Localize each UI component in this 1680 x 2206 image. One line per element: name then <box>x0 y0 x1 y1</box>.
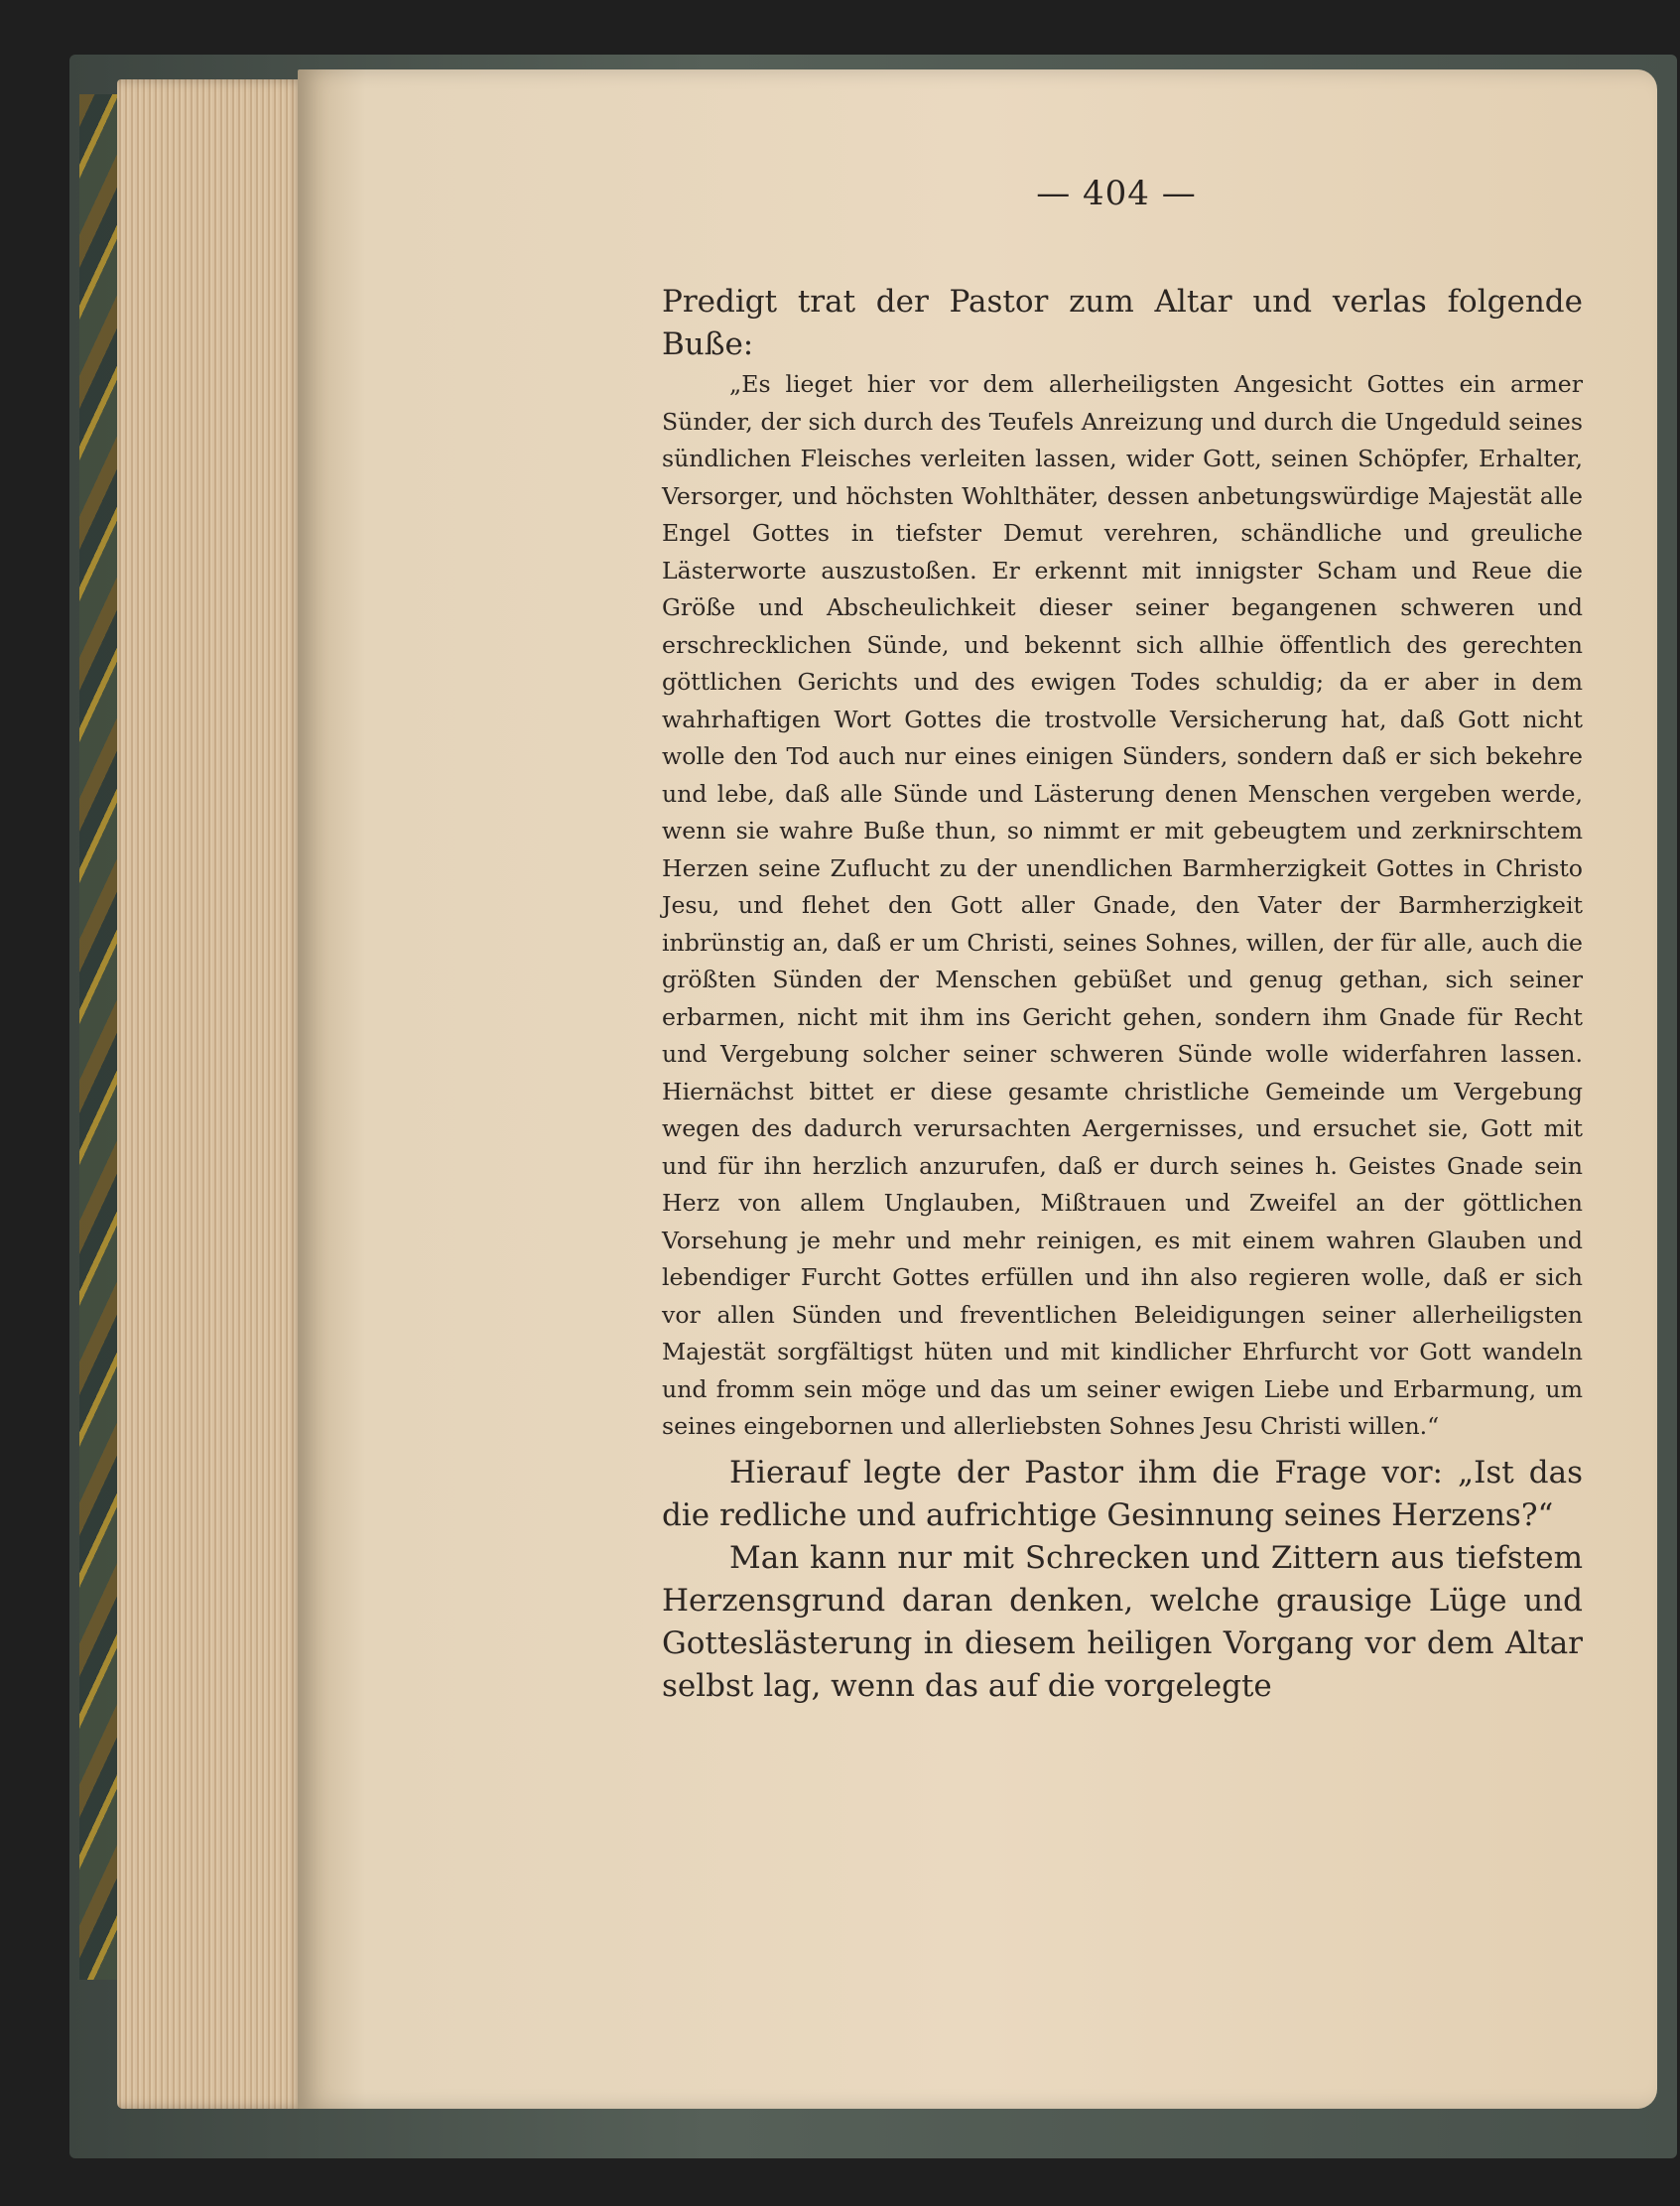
paragraph-closing: Man kann nur mit Schrecken und Zittern aus tiefstem Herzensgrund daran denken, welche grausige Lüge und Gotteslästerung in diesem heiligen Vorgang vor dem Altar selbst lag, wenn das auf die vorgelegte <box>662 1539 1583 1704</box>
page-number: — 404 — <box>1036 174 1197 213</box>
paragraph-penance-text: „Es lieget hier vor dem allerheiligsten Angesicht Gottes ein armer Sünder, der sich durch des Teufels Anreizung und durch die Ungeduld seines sündlichen Fleisches verleiten lassen, wider Gott, seinen Schöpfer, Erhalter, Versorger, und höchsten Wohlthäter, dessen anbetungswürdige Majestät alle Engel Gottes in tiefster Demut verehren, schändliche und greuliche Lästerworte auszustoßen. Er erkennt mit innigster Scham und Reue die Größe und Abscheulichkeit dieser seiner begangenen schweren und erschrecklichen Sünde, und bekennt sich allhie öffentlich des gerechten göttlichen Gerichts und des ewigen Todes schuldig; da er aber in dem wahrhaftigen Wort Gottes die trostvolle Versicherung hat, daß Gott nicht wolle den Tod auch nur eines einigen Sünders, sondern daß er sich bekehre und lebe, daß alle Sünde und Lästerung denen Menschen vergeben werde, wenn sie wahre Buße thun, so nimmt er mit gebeugtem und zerknirschtem Herzen seine Zuflucht zu der unendlichen Barmherzigkeit Gottes in Christo Jesu, und flehet den Gott aller Gnade, den Vater der Barmherzigkeit inbrünstig an, daß er um Christi, seines Sohnes, willen, der für alle, auch die größten Sünden der Menschen gebüßet und genug gethan, sich seiner erbarmen, nicht mit ihm ins Gericht gehen, sondern ihm Gnade für Recht und Vergebung solcher seiner schweren Sünde wolle widerfahren lassen. Hiernächst bittet er diese gesamte christliche Gemeinde um Vergebung wegen des dadurch verursachten Aergernisses, und ersuchet sie, Gott mit und für ihn herzlich anzurufen, daß er durch seines h. Geistes Gnade sein Herz von allem Unglauben, Mißtrauen und Zweifel an der göttlichen Vorsehung je mehr und mehr reinigen, es mit einem wahren Glauben und lebendiger Furcht Gottes erfüllen und ihn also regieren wolle, daß er sich vor allen Sünden und freventlichen Beleidigungen seiner allerheiligsten Majestät sorgfältigst hüten und mit kindlicher Ehrfurcht vor Gott wandeln und fromm sein möge und das um seiner ewigen Liebe und Erbarmung, um seines eingebornen und allerliebsten Sohnes Jesu Christi willen.“ <box>662 370 1583 1440</box>
paragraph-intro: Predigt trat der Pastor zum Altar und verlas folgende Buße: <box>662 284 1583 362</box>
paragraph-question: Hierauf legte der Pastor ihm die Frage vor: „Ist das die redliche und aufrichtige Gesinnung seines Herzens?“ <box>662 1454 1583 1533</box>
page-text <box>662 281 1583 1708</box>
page-edges <box>117 79 306 2109</box>
